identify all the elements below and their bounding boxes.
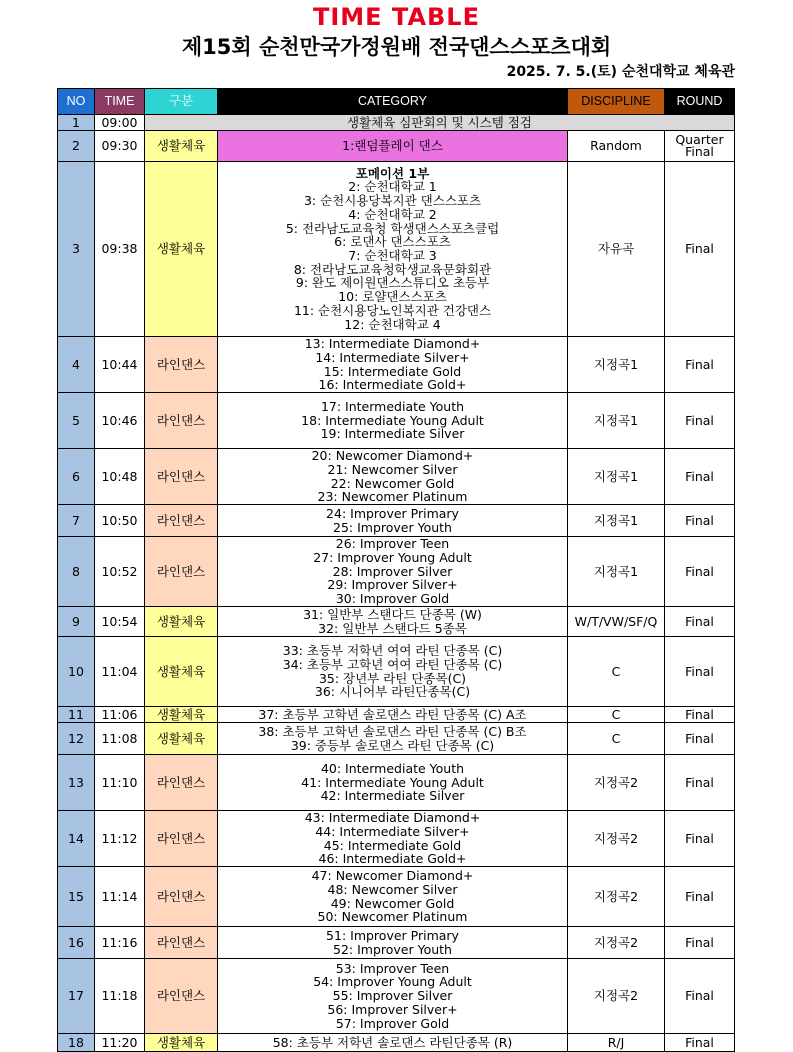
row-category (218, 707, 568, 723)
row-discipline: 지정곡2 (568, 755, 665, 811)
row-no: 9 (58, 607, 95, 637)
row-round: Final (665, 607, 735, 637)
row-discipline: C (568, 637, 665, 707)
table-row (58, 162, 735, 337)
table-row (58, 607, 735, 637)
category-entry: 47: Newcomer Diamond+ (311, 868, 474, 884)
header-category: CATEGORY (218, 89, 568, 115)
row-category (218, 393, 568, 449)
row-gubun: 라인댄스 (145, 393, 218, 449)
row-round: Final (665, 723, 735, 755)
row-gubun: 생활체육 (145, 723, 218, 755)
row-gubun: 생활체육 (145, 162, 218, 337)
category-entry: 8: 전라남도교육청학생교육문화회관 (293, 261, 492, 277)
row-gubun: 생활체육 (145, 607, 218, 637)
category-entry: 7: 순천대학교 3 (348, 248, 437, 263)
row-category (218, 927, 568, 959)
table-row (58, 393, 735, 449)
category-entry: 44: Intermediate Silver+ (315, 823, 470, 839)
category-entry: 6: 로댄사 댄스스포츠 (334, 234, 451, 250)
row-category (218, 537, 568, 607)
table-row (58, 707, 735, 723)
row-no: 15 (58, 867, 95, 927)
row-discipline: 지정곡1 (568, 449, 665, 505)
row-time: 09:30 (95, 131, 145, 162)
row-round: Final (665, 162, 735, 337)
row-round: Final (665, 537, 735, 607)
row-category (218, 811, 568, 867)
row-discipline: 지정곡2 (568, 867, 665, 927)
category-entry: 22: Newcomer Gold (330, 475, 455, 491)
category-entry: 43: Intermediate Diamond+ (304, 810, 481, 826)
header-time: TIME (95, 89, 145, 115)
table-row (58, 449, 735, 505)
category-entry: 42: Intermediate Silver (320, 788, 465, 804)
category-entry: 39: 중등부 솔로댄스 라틴 단종목 (C) (290, 737, 495, 753)
table-row (58, 959, 735, 1034)
row-time: 11:18 (95, 959, 145, 1034)
row-no: 1 (58, 115, 95, 131)
category-entry: 20: Newcomer Diamond+ (311, 448, 474, 464)
row-gubun: 라인댄스 (145, 959, 218, 1034)
category-entry: 35: 장년부 라틴 단종목(C) (318, 670, 467, 686)
category-entry: 12: 순천대학교 4 (344, 316, 441, 332)
row-no: 18 (58, 1034, 95, 1052)
row-no: 11 (58, 707, 95, 723)
row-time: 10:44 (95, 337, 145, 393)
row-category (218, 131, 568, 162)
category-entry: 45: Intermediate Gold (323, 837, 462, 853)
row-discipline: 지정곡1 (568, 537, 665, 607)
row-discipline: 지정곡1 (568, 505, 665, 537)
row-gubun: 라인댄스 (145, 505, 218, 537)
table-row (58, 115, 735, 131)
category-entry: 3: 순천시용당복지관 댄스스포츠 (303, 193, 482, 209)
row-discipline: Random (568, 131, 665, 162)
row-discipline: 지정곡2 (568, 927, 665, 959)
row-category (218, 723, 568, 755)
row-no: 12 (58, 723, 95, 755)
category-entry: 21: Newcomer Silver (327, 461, 458, 477)
row-gubun: 생활체육 (145, 1034, 218, 1052)
row-time: 10:52 (95, 537, 145, 607)
category-entry: 37: 초등부 고학년 솔로댄스 라틴 단종목 (C) A조 (258, 706, 527, 722)
row-time: 11:12 (95, 811, 145, 867)
header-no: NO (58, 89, 95, 115)
row-time: 11:08 (95, 723, 145, 755)
row-no: 14 (58, 811, 95, 867)
row-gubun: 생활체육 (145, 637, 218, 707)
row-gubun: 라인댄스 (145, 537, 218, 607)
row-gubun: 라인댄스 (145, 867, 218, 927)
row-discipline: 자유곡 (568, 162, 665, 337)
table-row (58, 131, 735, 162)
category-entry: 54: Improver Young Adult (313, 974, 472, 990)
row-category (218, 755, 568, 811)
row-gubun: 라인댄스 (145, 337, 218, 393)
row-category (218, 505, 568, 537)
category-entry: 26: Improver Teen (335, 536, 450, 552)
category-entry: 50: Newcomer Platinum (317, 909, 468, 925)
category-entry: 48: Newcomer Silver (327, 881, 458, 897)
row-discipline: 지정곡2 (568, 959, 665, 1034)
category-entry: 51: Improver Primary (326, 927, 459, 943)
row-no: 3 (58, 162, 95, 337)
category-entry: 55: Improver Silver (332, 988, 453, 1004)
row-discipline: C (568, 723, 665, 755)
row-category (218, 162, 568, 337)
row-category (218, 959, 568, 1034)
table-row (58, 337, 735, 393)
table-row (58, 755, 735, 811)
row-gubun: 라인댄스 (145, 449, 218, 505)
row-no: 10 (58, 637, 95, 707)
category-heading: 포메이션 1부 (355, 165, 430, 181)
category-entry: 41: Intermediate Young Adult (301, 774, 484, 790)
category-entry: 52: Improver Youth (333, 941, 452, 957)
row-round: Final (665, 1034, 735, 1052)
category-entry: 1:랜덤플레이 댄스 (342, 138, 443, 154)
row-round: Final (665, 449, 735, 505)
row-round: Final (665, 337, 735, 393)
row-round: Final (665, 393, 735, 449)
row-time: 11:16 (95, 927, 145, 959)
row-category (218, 867, 568, 927)
row-no: 5 (58, 393, 95, 449)
row-time: 10:48 (95, 449, 145, 505)
row-no: 17 (58, 959, 95, 1034)
row-gubun: 생활체육 (145, 131, 218, 162)
page-title: TIME TABLE (313, 3, 480, 31)
row-round (665, 131, 735, 162)
table-row (58, 505, 735, 537)
category-entry: 32: 일반부 스탠다드 5종목 (318, 620, 467, 636)
row-discipline: C (568, 707, 665, 723)
header-round: ROUND (665, 89, 735, 115)
row-no: 13 (58, 755, 95, 811)
row-no: 2 (58, 131, 95, 162)
category-entry: 16: Intermediate Gold+ (318, 377, 467, 393)
row-time: 09:38 (95, 162, 145, 337)
category-entry: 18: Intermediate Young Adult (301, 412, 484, 428)
row-time: 11:10 (95, 755, 145, 811)
header-discipline: DISCIPLINE (568, 89, 665, 115)
row-gubun: 라인댄스 (145, 927, 218, 959)
row-time: 09:00 (95, 115, 145, 131)
category-entry: 5: 전라남도교육청 학생댄스스포츠클럽 (285, 220, 500, 236)
category-entry: 23: Newcomer Platinum (317, 489, 468, 505)
round-line: Quarter (675, 132, 724, 147)
row-round: Final (665, 867, 735, 927)
category-entry: 57: Improver Gold (335, 1015, 450, 1031)
table-row (58, 867, 735, 927)
category-entry: 19: Intermediate Silver (320, 426, 465, 442)
table-row (58, 811, 735, 867)
category-entry: 28: Improver Silver (332, 563, 453, 579)
row-time: 10:54 (95, 607, 145, 637)
category-entry: 30: Improver Gold (335, 591, 450, 607)
competition-name: 제15회 순천만국가정원배 전국댄스스포츠대회 (181, 35, 612, 59)
row-round: Final (665, 959, 735, 1034)
row-round: Final (665, 637, 735, 707)
row-time: 11:14 (95, 867, 145, 927)
row-no: 16 (58, 927, 95, 959)
row-no: 4 (58, 337, 95, 393)
row-time: 11:04 (95, 637, 145, 707)
row-no: 7 (58, 505, 95, 537)
row-discipline: R/J (568, 1034, 665, 1052)
category-entry: 49: Newcomer Gold (330, 895, 455, 911)
row-category (218, 1034, 568, 1052)
category-entry: 31: 일반부 스탠다드 단종목 (W) (303, 606, 482, 622)
row-round: Final (665, 707, 735, 723)
category-entry: 15: Intermediate Gold (323, 363, 462, 379)
row-gubun: 라인댄스 (145, 755, 218, 811)
category-entry: 25: Improver Youth (333, 519, 452, 535)
category-entry: 10: 로얄댄스스포츠 (338, 289, 447, 305)
category-entry: 34: 초등부 고학년 여여 라틴 단종목 (C) (282, 656, 503, 672)
row-time: 11:20 (95, 1034, 145, 1052)
row-discipline: 지정곡1 (568, 337, 665, 393)
category-entry: 17: Intermediate Youth (320, 398, 465, 414)
table-row (58, 927, 735, 959)
row-gubun: 생활체육 (145, 707, 218, 723)
row-time: 11:06 (95, 707, 145, 723)
row-discipline: 지정곡2 (568, 811, 665, 867)
row-gubun: 라인댄스 (145, 811, 218, 867)
category-entry: 27: Improver Young Adult (313, 549, 472, 565)
category-entry: 24: Improver Primary (326, 505, 459, 521)
timetable (57, 88, 735, 1052)
category-entry: 46: Intermediate Gold+ (318, 851, 467, 867)
category-entry: 29: Improver Silver+ (327, 577, 458, 593)
row-no: 8 (58, 537, 95, 607)
row-round: Final (665, 811, 735, 867)
row-discipline: W/T/VW/SF/Q (568, 607, 665, 637)
date-venue: 2025. 7. 5.(토) 순천대학교 체육관 (506, 64, 735, 80)
table-row (58, 537, 735, 607)
round-line: Final (685, 144, 714, 159)
category-entry: 13: Intermediate Diamond+ (304, 336, 481, 352)
table-row (58, 723, 735, 755)
category-entry: 36: 시니어부 라틴단종목(C) (314, 684, 471, 700)
category-entry: 56: Improver Silver+ (327, 1001, 458, 1017)
row-note: 생활체육 심판회의 및 시스템 점검 (145, 115, 735, 131)
row-no: 6 (58, 449, 95, 505)
header-row (58, 89, 735, 115)
category-entry: 38: 초등부 고학년 솔로댄스 라틴 단종목 (C) B조 (258, 723, 527, 739)
table-row (58, 1034, 735, 1052)
header-gubun: 구분 (145, 89, 218, 115)
row-time: 10:50 (95, 505, 145, 537)
table-row (58, 637, 735, 707)
row-category (218, 607, 568, 637)
category-entry: 53: Improver Teen (335, 960, 450, 976)
row-time: 10:46 (95, 393, 145, 449)
category-entry: 4: 순천대학교 2 (348, 206, 437, 222)
row-round: Final (665, 755, 735, 811)
category-entry: 58: 초등부 저학년 솔로댄스 라틴단종목 (R) (272, 1034, 513, 1050)
row-round: Final (665, 505, 735, 537)
row-round: Final (665, 927, 735, 959)
row-category (218, 449, 568, 505)
category-entry: 9: 완도 제이원댄스스튜디오 초등부 (295, 275, 490, 291)
row-category (218, 637, 568, 707)
category-entry: 14: Intermediate Silver+ (315, 349, 470, 365)
row-discipline: 지정곡1 (568, 393, 665, 449)
category-entry: 2: 순천대학교 1 (348, 179, 437, 195)
timetable-body (58, 115, 735, 1052)
category-entry: 40: Intermediate Youth (320, 760, 465, 776)
category-entry: 11: 순천시용당노인복지관 건강댄스 (293, 302, 492, 318)
row-category (218, 337, 568, 393)
category-entry: 33: 초등부 저학년 여여 라틴 단종목 (C) (282, 643, 503, 659)
